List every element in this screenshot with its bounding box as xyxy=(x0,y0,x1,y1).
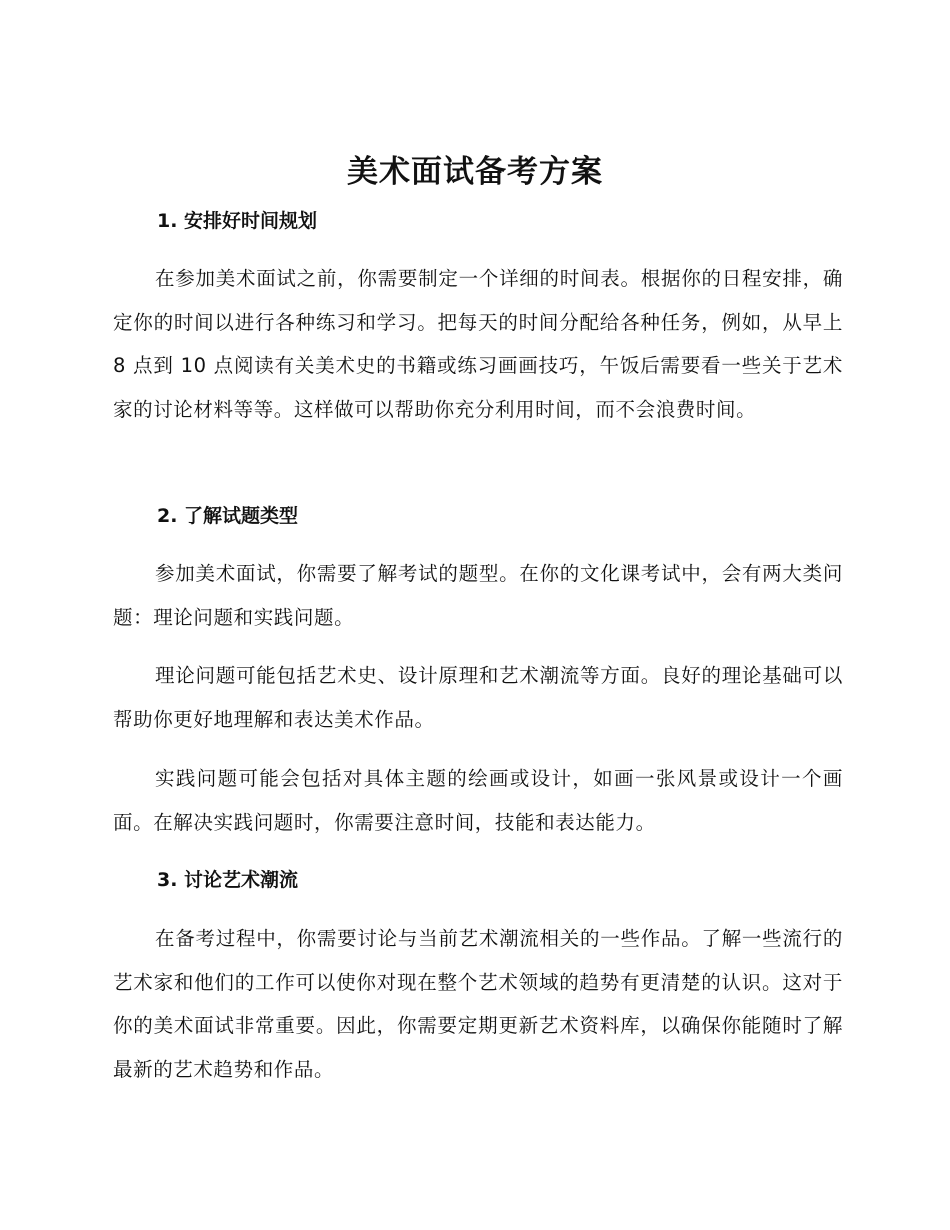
document-title: 美术面试备考方案 xyxy=(347,154,603,190)
section-heading-art-trends: 3. 讨论艺术潮流 xyxy=(157,869,299,891)
section-1-paragraph-1: 在参加美术面试之前，你需要制定一个详细的时间表。根据你的日程安排，确定你的时间以进行各种练习和学习。把每天的时间分配给各种任务，例如，从早上 8 点到 10 点阅读有关美术史的书籍或练习画画技巧，午饭后需要看一些关于艺术家的讨论材料等等。这样做可以帮助你充分利用时间，而不会浪费时间。 xyxy=(113,267,843,421)
section-heading-question-types: 2. 了解试题类型 xyxy=(157,505,299,527)
section-heading-time-planning: 1. 安排好时间规划 xyxy=(157,210,318,232)
section-2-paragraph-2: 理论问题可能包括艺术史、设计原理和艺术潮流等方面。良好的理论基础可以帮助你更好地理解和表达美术作品。 xyxy=(113,664,843,731)
section-3-paragraph-1: 在备考过程中，你需要讨论与当前艺术潮流相关的一些作品。了解一些流行的艺术家和他们的工作可以使你对现在整个艺术领域的趋势有更清楚的认识。这对于你的美术面试非常重要。因此，你需要定期更新艺术资料库，以确保你能随时了解最新的艺术趋势和作品。 xyxy=(113,927,843,1081)
section-2-paragraph-3: 实践问题可能会包括对具体主题的绘画或设计，如画一张风景或设计一个画面。在解决实践问题时，你需要注意时间，技能和表达能力。 xyxy=(113,767,843,834)
section-2-paragraph-1: 参加美术面试，你需要了解考试的题型。在你的文化课考试中，会有两大类问题：理论问题和实践问题。 xyxy=(113,562,843,629)
